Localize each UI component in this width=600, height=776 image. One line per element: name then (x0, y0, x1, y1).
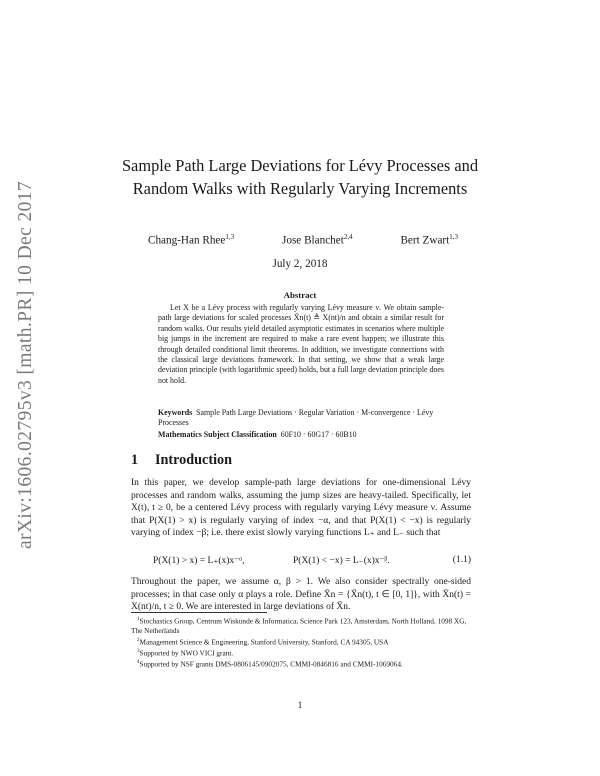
keywords-label: Keywords (158, 408, 193, 417)
section-heading (131, 452, 471, 469)
subject-classification (158, 430, 444, 440)
author (400, 233, 458, 247)
keywords (158, 408, 444, 429)
keywords-text: Sample Path Large Deviations · Regular Variation · M-convergence · Lévy Processes (158, 408, 434, 428)
footnote (131, 636, 471, 647)
arxiv-identifier: arXiv:1606.02795v3 [math.PR] 10 Dec 2017 (15, 180, 36, 550)
author-name: Jose Blanchet (282, 234, 344, 247)
author (148, 233, 234, 247)
author-list (148, 233, 458, 247)
msc-label: Mathematics Subject Classification (158, 430, 277, 439)
author-affiliation: 1,3 (225, 233, 235, 241)
footnote-list (131, 615, 471, 669)
footnote-text: Stochastics Group, Centrum Wiskunde & Informatica, Science Park 123, Amsterdam, North Holland, 1098 XG, The Netherlands (131, 616, 467, 636)
abstract-heading: Abstract (283, 290, 317, 300)
paper-title: Sample Path Large Deviations for Lévy Processes and Random Walks with Regularly Varying Increments (121, 156, 479, 198)
footnote-mark: 1 (137, 617, 140, 622)
footnote (131, 615, 471, 636)
abstract-text: Let X be a Lévy process with regularly varying Lévy measure ν. We obtain sample-path large deviations for scaled processes X̄n(t) ≜ X(nt)/n and obtain a similar result for random walks. Our results yield detailed asymptotic estimates in scenarios where multiple big jumps in the increment are required to make a rare event happen; we illustrate this through detailed conditional limit theorems. In addition, we investigate connections with the classical large deviations framework. In that setting, we show that a weak large deviation principle (with logarithmic speed) holds, but a full large deviation principle does not hold. (158, 303, 444, 385)
author (282, 233, 353, 247)
paper-date: July 2, 2018 (272, 258, 328, 270)
footnote (131, 658, 471, 669)
section-title: Introduction (155, 452, 232, 468)
equation-left: P(X(1) > x) = L₊(x)x⁻ᵅ, (153, 556, 245, 566)
author-affiliation: 1,3 (449, 233, 458, 241)
footnote-mark: 3 (137, 648, 140, 654)
page-number: 1 (297, 701, 303, 711)
author-affiliation: 2,4 (343, 233, 353, 241)
footnote-text: Management Science & Engineering, Stanford University, Stanford, CA 94305, USA (139, 637, 389, 647)
equation-1-1 (131, 555, 471, 569)
footnote-mark: 2 (137, 637, 140, 643)
footnote-text: Supported by NWO VICI grant. (139, 648, 234, 658)
section-number: 1 (131, 452, 139, 468)
footnote-rule (131, 612, 267, 613)
author-name: Chang-Han Rhee (148, 234, 226, 247)
footnote (131, 647, 471, 658)
intro-paragraph-2: Throughout the paper, we assume α, β > 1. We also consider spectrally one-sided processes; in that case only α plays a role. Define X̄n = {X̄n(t), t ∈ [0, 1]}, with X̄n(t) = X(nt)/n, t ≥ 0. We are interested in large deviations of X̄n. (131, 577, 471, 613)
equation-number: (1.1) (452, 555, 471, 565)
footnote-text: Supported by NSF grants DMS-0806145/0902075, CMMI-0846816 and CMMI-1069064. (139, 659, 403, 669)
author-name: Bert Zwart (400, 234, 450, 247)
footnote-mark: 4 (137, 659, 140, 665)
msc-codes: 60F10 · 60G17 · 60B10 (280, 430, 357, 439)
intro-paragraph-1: In this paper, we develop sample-path large deviations for one-dimensional Lévy processes and random walks, assuming the jump sizes are heavy-tailed. Specifically, let X(t), t ≥ 0, be a centered Lévy process with regularly varying Lévy measure ν. Assume that P(X(1) > x) is regularly varying of index −α, and that P(X(1) < −x) is regularly varying of index −β; i.e. there exist slowly varying functions L₊ and L₋ such that (131, 478, 471, 539)
equation-right: P(X(1) < −x) = L₋(x)x⁻ᵝ. (293, 556, 390, 566)
